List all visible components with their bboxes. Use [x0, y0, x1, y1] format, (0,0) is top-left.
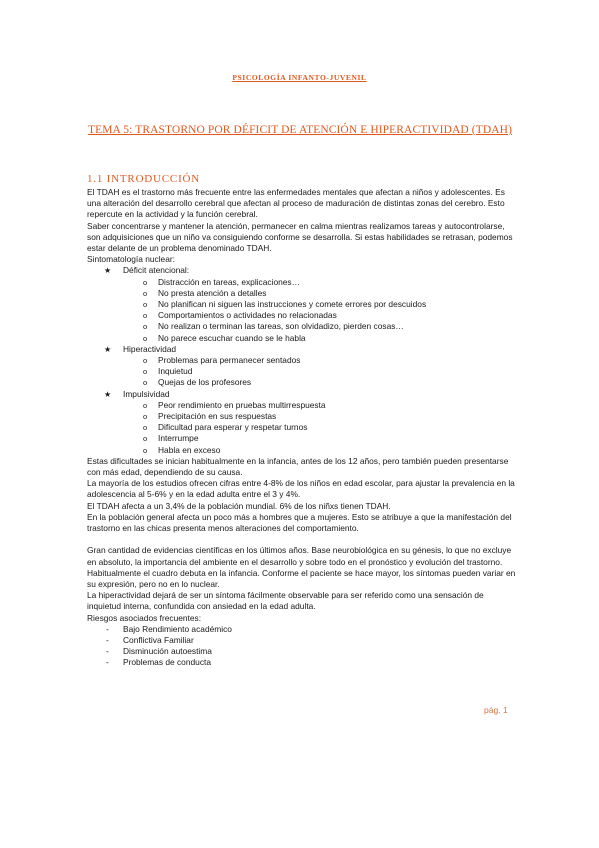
symptom-item: No parece escuchar cuando se le habla [158, 332, 306, 343]
symptom-item: Inquietud [158, 366, 193, 377]
star-bullet-icon: ★ [104, 344, 112, 354]
list-item [87, 422, 517, 433]
circle-bullet-icon: o [143, 434, 148, 444]
symptom-item: Comportamientos o actividades no relacionadas [158, 310, 337, 321]
symptom-item: Peor rendimiento en pruebas multirrespuesta [158, 399, 326, 410]
paragraph: Habitualmente el cuadro debuta en la infancia. Conforme el paciente se hace mayor, los síntomas pueden variar en su expresión, pero no en lo nuclear. [87, 567, 516, 589]
symptom-item: Distracción en tareas, explicaciones… [158, 276, 300, 287]
risk-list [87, 624, 517, 669]
list-item [87, 377, 517, 388]
section-heading: 1.1 INTRODUCCIÓN [87, 173, 201, 185]
list-item [87, 635, 517, 646]
circle-bullet-icon: o [143, 333, 148, 343]
list-item [87, 433, 517, 444]
symptom-list [87, 265, 517, 455]
symptom-item: Dificultad para esperar y respetar turnos [158, 422, 308, 433]
paragraph-spacer [87, 534, 517, 545]
risk-item: Bajo Rendimiento académico [123, 623, 232, 634]
list-item [87, 333, 517, 344]
list-item [87, 288, 517, 299]
list-item [87, 321, 517, 332]
risk-item: Conflictiva Familiar [123, 634, 194, 645]
list-item [87, 265, 517, 276]
circle-bullet-icon: o [143, 322, 148, 332]
symptom-label: Déficit atencional: [123, 265, 190, 276]
circle-bullet-icon: o [143, 288, 148, 298]
symptom-item: Habla en exceso [158, 444, 221, 455]
dash-bullet-icon: - [106, 623, 109, 634]
list-item [87, 411, 517, 422]
circle-bullet-icon: o [143, 311, 148, 321]
paragraph: El TDAH es el trastorno más frecuente entre las enfermedades mentales que afectan a niños y adolescentes. Es una alteración del desarrollo cerebral que afectan al proceso de maduración de distintas zonas del cerebro. Esto repercute en la actividad y la función cerebral. [87, 187, 505, 220]
page-title: TEMA 5: TRASTORNO POR DÉFICIT DE ATENCIÓN E HIPERACTIVIDAD (TDAH) [87, 124, 512, 136]
list-item [87, 400, 517, 411]
circle-bullet-icon: o [143, 367, 148, 377]
paragraph: Riesgos asociados frecuentes: [87, 612, 202, 623]
paragraph: Saber concentrarse y mantener la atención, permanecer en calma mientras realizamos tareas y autocontrolarse, son adquisiciones que un niño va consiguiendo conforme se desarrolla. Si estas habilidades se retrasan, podemos estar delante de un problema denominado TDAH. [87, 220, 513, 254]
page-number: pág. 1 [484, 705, 508, 715]
dash-bullet-icon: - [106, 646, 109, 657]
list-item [87, 366, 517, 377]
circle-bullet-icon: o [143, 400, 148, 410]
list-item [87, 624, 517, 635]
symptom-item: No realizan o terminan las tareas, son olvidadizo, pierden cosas… [158, 321, 404, 332]
symptom-item: No planifican ni siguen las instrucciones y comete errores por descuidos [158, 299, 427, 310]
paragraph: El TDAH afecta a un 3,4% de la población mundial. 6% de los niñxs tienen TDAH. [87, 500, 391, 511]
list-item [87, 310, 517, 321]
paragraph: Estas dificultades se inician habitualmente en la infancia, antes de los 12 años, pero también pueden presentarse con más edad, dependiendo de su causa. [87, 455, 509, 478]
circle-bullet-icon: o [143, 412, 148, 422]
circle-bullet-icon: o [143, 378, 148, 388]
list-item [87, 355, 517, 366]
list-item [87, 299, 517, 310]
list-item [87, 389, 517, 400]
symptom-item: Interrumpe [158, 433, 199, 444]
list-item [87, 646, 517, 657]
list-item [87, 344, 517, 355]
dash-bullet-icon: - [106, 657, 109, 668]
document-body [87, 187, 517, 669]
circle-bullet-icon: o [143, 356, 148, 366]
circle-bullet-icon: o [143, 445, 148, 455]
symptom-item: Problemas para permanecer sentados [158, 355, 301, 366]
risk-item: Problemas de conducta [123, 657, 211, 668]
circle-bullet-icon: o [143, 423, 148, 433]
circle-bullet-icon: o [143, 277, 148, 287]
paragraph: En la población general afecta un poco más a hombres que a mujeres. Esto se atribuye a que la manifestación del trastorno en las chicas presenta menos alteraciones del comportamiento. [87, 511, 512, 534]
star-bullet-icon: ★ [104, 266, 112, 276]
symptom-item: No presta atención a detalles [158, 287, 267, 298]
dash-bullet-icon: - [106, 634, 109, 645]
paragraph: Sintomatología nuclear: [87, 254, 175, 265]
star-bullet-icon: ★ [104, 389, 112, 399]
paragraph: La mayoría de los estudios ofrecen cifras entre 4-8% de los niños en edad escolar, para ajustar la prevalencia en la adolescencia al 5-6% y en la edad adulta entre el 3 y 4%. [87, 478, 515, 500]
symptom-item: Quejas de los profesores [158, 377, 252, 388]
symptom-item: Precipitación en sus respuestas [158, 411, 277, 422]
list-item [87, 657, 517, 668]
risk-item: Disminución autoestima [123, 646, 212, 657]
circle-bullet-icon: o [143, 300, 148, 310]
symptom-label: Hiperactividad [123, 343, 177, 354]
symptom-label: Impulsividad [123, 388, 170, 399]
paragraph: La hiperactividad dejará de ser un síntoma fácilmente observable para ser referido como una sensación de inquietud interna, confundida con ansiedad en la edad adulta. [87, 590, 484, 612]
list-item [87, 277, 517, 288]
running-header: PSICOLOGÍA INFANTO-JUVENIL [232, 73, 367, 82]
list-item [87, 445, 517, 456]
paragraph: Gran cantidad de evidencias científicas en los últimos años. Base neurobiológica en su génesis, lo que no excluye en absoluto, la importancia del ambiente en el desarrollo y sobre todo en el pronóstico y evolución del trastorno. [87, 545, 512, 567]
